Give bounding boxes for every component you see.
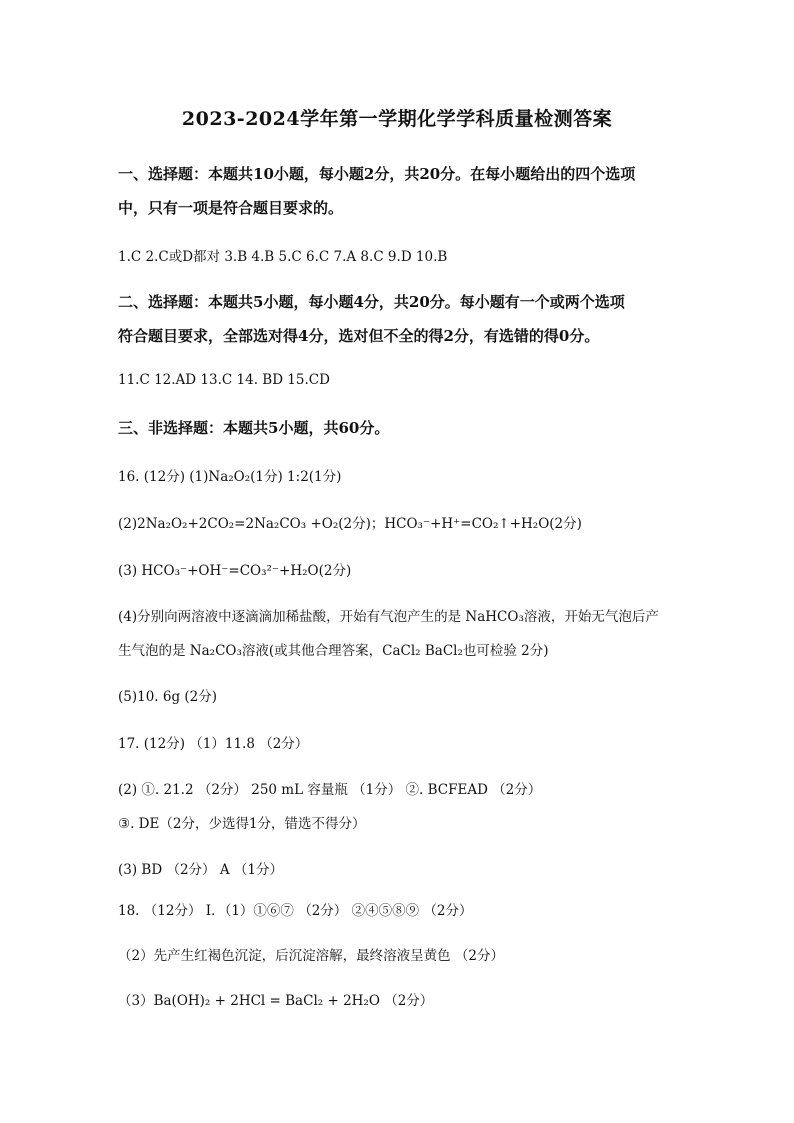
- document-title: 2023-2024学年第一学期化学学科质量检测答案: [181, 108, 613, 130]
- q17-line2: (2) ①. 21.2 （2分） 250 mL 容量瓶 （1分） ②. BCFEAD （2分）: [118, 782, 542, 798]
- q16-line1: 16. (12分) (1)Na₂O₂(1分) 1:2(1分): [118, 469, 342, 485]
- section2-answers: 11.C 12.AD 13.C 14. BD 15.CD: [118, 372, 330, 388]
- q16-line4a: (4)分别向两溶液中逐滴滴加稀盐酸，开始有气泡产生的是 NaHCO₃溶液，开始无气泡后产: [118, 609, 659, 625]
- q16-line4b: 生气泡的是 Na₂CO₃溶液(或其他合理答案，CaCl₂ BaCl₂也可检验 2分): [118, 643, 549, 659]
- q17-line3: ③. DE（2分，少选得1分，错选不得分）: [118, 816, 366, 832]
- q18-line2: （2）先产生红褐色沉淀，后沉淀溶解，最终溶液呈黄色 （2分）: [118, 948, 504, 964]
- q17-line4: (3) BD （2分） A （1分）: [118, 862, 283, 878]
- q16-line2: (2)2Na₂O₂+2CO₂=2Na₂CO₃ +O₂(2分)；HCO₃⁻+H⁺=CO₂↑+H₂O(2分): [118, 516, 582, 532]
- q18-line1: 18. （12分） Ⅰ．（1）①⑥⑦ （2分） ②④⑤⑧⑨ （2分）: [118, 903, 473, 919]
- q16-line3: (3) HCO₃⁻+OH⁻=CO₃²⁻+H₂O(2分): [118, 563, 352, 579]
- q17-line1: 17. (12分) （1）11.8 （2分）: [118, 736, 309, 752]
- section1-answers: 1.C 2.C或D都对 3.B 4.B 5.C 6.C 7.A 8.C 9.D 10.B: [118, 249, 448, 265]
- section3-heading: 三、非选择题：本题共5小题，共60分。: [118, 419, 390, 437]
- q18-line3: （3）Ba(OH)₂ + 2HCl = BaCl₂ + 2H₂O （2分）: [118, 993, 434, 1009]
- section1-heading-line2: 中，只有一项是符合题目要求的。: [118, 199, 344, 217]
- section1-heading-line1: 一、选择题：本题共10小题，每小题2分，共20分。在每小题给出的四个选项: [118, 165, 636, 183]
- q16-line5: (5)10. 6g (2分): [118, 689, 218, 705]
- section2-heading-line2: 符合题目要求，全部选对得4分，选对但不全的得2分，有选错的得0分。: [118, 327, 600, 345]
- section2-heading-line1: 二、选择题：本题共5小题，每小题4分，共20分。每小题有一个或两个选项: [118, 293, 625, 311]
